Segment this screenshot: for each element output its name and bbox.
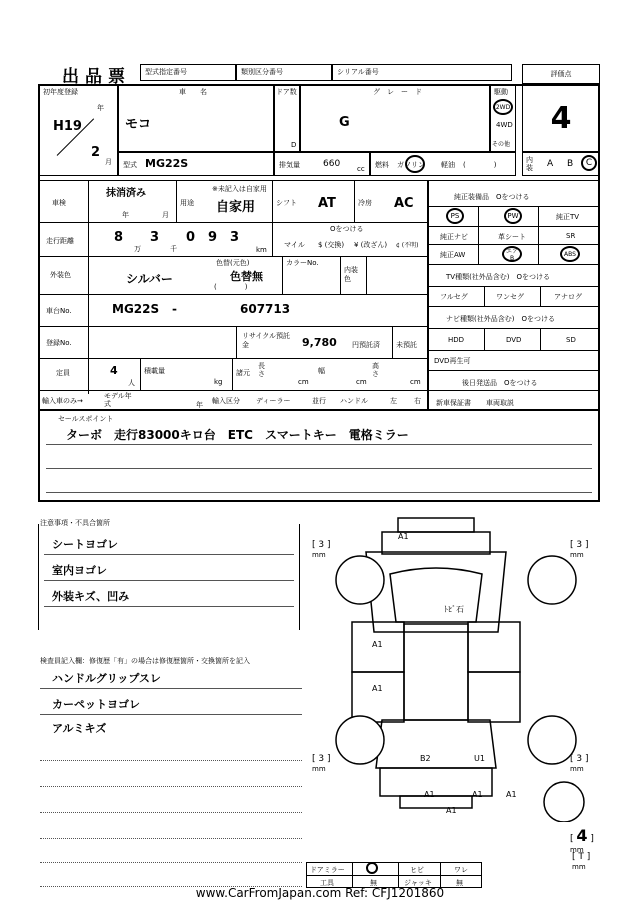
equip-navi: 純正ナビ [440, 233, 468, 241]
tv-one: ワンセグ [496, 293, 524, 301]
wheel-rear-left [336, 716, 384, 764]
tire-spare-label-unit: mm [572, 863, 586, 871]
roof-top-outline [398, 518, 474, 532]
color-change-label: 色替(元色) [216, 259, 250, 267]
mark-bottom: A1 [446, 806, 457, 815]
meter-unknown: ¢ (不明) [396, 242, 419, 249]
chassis-label: 車台No. [46, 307, 72, 315]
later-title: 後日発送品 Oをつける [462, 379, 538, 387]
shift-label: シフト [276, 199, 297, 207]
interior-label: 内装 [526, 156, 533, 172]
equip-leather: 革シート [498, 233, 526, 241]
reg-no-label: 登録No. [46, 339, 72, 347]
mark-bumper-2: A1 [472, 790, 483, 799]
width-label: 幅 [318, 367, 325, 375]
right-front-door-outline [468, 622, 520, 672]
capacity-value: 4 [110, 364, 118, 377]
color-no-label: カラーNo. [286, 259, 319, 267]
inspection-value: 抹消済み [106, 188, 146, 199]
wheel-front-left [336, 556, 384, 604]
mark-bumper-3: A1 [506, 790, 517, 799]
jack-label: ジャッキ [404, 879, 432, 887]
recycle-paid: 円預託済 [352, 341, 380, 349]
tire-fl-value: 3 [318, 540, 325, 550]
tv-analog: アナログ [554, 293, 582, 301]
model-year-label: モデル年式 [104, 392, 132, 408]
navi-title: ナビ種類(社外品含む) Oをつける [446, 315, 555, 323]
equip-airbag: エアB [502, 246, 522, 262]
note-item-2: 室内ヨゴレ [52, 564, 107, 577]
tv-full: フルセグ [440, 293, 468, 301]
dvd-label: DVD再生可 [434, 357, 471, 365]
reg-month: 2 [91, 145, 101, 160]
mark-left-door-rear: A1 [372, 684, 383, 693]
right-label: 右 [414, 397, 421, 405]
mark-bumper-1: A1 [424, 790, 435, 799]
right-rear-door-outline [468, 672, 520, 722]
displacement-cell [274, 152, 370, 176]
chassis-number: 607713 [240, 302, 291, 316]
grade-cell [300, 84, 490, 152]
wheel-rear-right [528, 716, 576, 764]
height-label: 高さ [372, 362, 379, 378]
jack-none: 無 [456, 879, 463, 887]
car-damage-diagram [326, 512, 589, 822]
exterior-label: 外装色 [50, 271, 71, 279]
chassis-prefix: MG22S [112, 302, 160, 316]
wheel-front-right [528, 556, 576, 604]
sales-point-label: セールスポイント [58, 415, 114, 423]
import-class-label: 輸入区分 [212, 397, 240, 405]
recycle-label: リサイクル預託金 [242, 332, 291, 349]
mark-windshield: ﾄﾋﾞ石 [444, 605, 464, 614]
fuel-label: 燃料 [375, 161, 389, 169]
rear-lower-outline [400, 796, 472, 808]
tire-spare-value: 4 [576, 826, 588, 845]
drive-cell [490, 84, 516, 152]
class-label: 類別区分番号 [241, 68, 283, 76]
interior-grade-cell [522, 152, 600, 176]
height-unit: cm [410, 378, 421, 386]
parallel-label: 並行 [312, 397, 326, 405]
equip-pw: PW [504, 208, 522, 224]
exterior-value: シルバー [126, 272, 173, 286]
inspector-item-2: カーペットヨゴレ [52, 698, 140, 711]
tv-title: TV種類(社外品含む) Oをつける [446, 273, 551, 281]
tire-fl-unit: mm [312, 551, 326, 559]
tire-rear-right: [ 3 ] mm [570, 754, 589, 773]
dealer-label: ディーラー [256, 397, 291, 405]
grade-value: G [339, 115, 350, 130]
year-suffix: 年 [97, 104, 104, 112]
page-title: 出品票 [62, 67, 131, 87]
inspector-item-3: アルミキズ [52, 722, 107, 735]
drive-4wd: 4WD [496, 121, 513, 129]
model-year-unit: 年 [196, 401, 203, 409]
load-label: 積載量 [144, 367, 165, 375]
tire-rr-value: 3 [576, 754, 583, 764]
note-item-3: 外装キズ、凹み [52, 590, 130, 603]
fuel-gasoline: ガソリン [397, 161, 425, 169]
model-type: MG22S [145, 157, 189, 170]
inspection-year: 年 [122, 211, 129, 219]
interior-grade-a: A [547, 159, 554, 169]
mark-left-door-front: A1 [372, 640, 383, 649]
inspection-month: 月 [162, 211, 169, 219]
inspector-item-1: ハンドルグリップスレ [52, 672, 161, 685]
mileage-man: 万 [134, 245, 141, 253]
mileage-digit-4: 9 [208, 230, 218, 245]
tire-fr-value: 3 [576, 540, 583, 550]
navi-hdd: HDD [448, 336, 465, 344]
cc-unit: cc [357, 165, 365, 173]
first-reg-label: 初年度登録 [43, 88, 78, 96]
model-code-label: 型式指定番号 [145, 68, 187, 76]
tire-rear-left: [ 3 ] mm [312, 754, 331, 773]
spare-wheel [544, 782, 584, 822]
interior-color-label: 内装色 [344, 266, 358, 283]
length-unit: cm [298, 378, 309, 386]
score-value: 4 [550, 100, 572, 136]
crack-label: ヒビ [410, 866, 424, 874]
ac-label: 冷房 [358, 199, 372, 207]
car-name-label: 車 名 [179, 88, 207, 96]
meter-circle-note: Oをつける [330, 225, 364, 233]
left-label: 左 [390, 397, 397, 405]
footer-watermark: www.CarFromJapan.com Ref: CFJ1201860 [195, 886, 445, 900]
usage-value: 自家用 [216, 200, 256, 215]
load-unit: kg [214, 378, 223, 386]
fuel-paren: ( ) [463, 161, 497, 169]
month-suffix: 月 [105, 158, 112, 166]
inspection-label: 車検 [52, 199, 66, 207]
sales-point-text: ターボ 走行83000キロ台 ETC スマートキー 電格ミラー [66, 428, 409, 442]
mark-top: A1 [398, 532, 409, 541]
drive-label: 駆動 [494, 88, 508, 96]
width-unit: cm [356, 378, 367, 386]
tools-none: 無 [370, 879, 377, 887]
mileage-digit-1: 8 [114, 230, 124, 245]
equip-sr: SR [566, 232, 576, 240]
roof-outline [404, 624, 468, 720]
inspector-label: 検査員記入欄：修復歴「有」の場合は修復歴箇所・交換箇所を記入 [40, 657, 250, 665]
model-type-label: 型式 [123, 161, 137, 169]
usage-note: ※未記入は自家用 [212, 185, 267, 193]
mileage-sen: 千 [170, 245, 177, 253]
doors-cell [274, 84, 300, 152]
model-type-cell [118, 152, 274, 176]
reg-year: H19 [53, 119, 82, 134]
tire-spare-unit: mm [570, 846, 584, 854]
door-unit: D [291, 141, 297, 149]
grade-label: グ レ ー ド [373, 88, 422, 96]
first-registration-cell [38, 84, 118, 176]
capacity-unit: 人 [128, 379, 135, 387]
tire-spare: [ 4 ] mm [570, 826, 594, 854]
notes-label: 注意事項・不具合箇所 [40, 519, 110, 527]
equipment-title: 純正装備品 Oをつける [454, 193, 530, 201]
mileage-digit-5: 3 [230, 230, 240, 245]
fuel-cell [370, 152, 516, 176]
tire-spare-label: [ T ] mm [572, 852, 591, 871]
tire-rr-unit: mm [570, 765, 584, 773]
interior-grade-c: C [581, 155, 597, 171]
mileage-digit-3: 0 [186, 230, 196, 245]
tools-label: 工具 [320, 879, 334, 887]
doors-label: ドア数 [276, 88, 297, 96]
tire-front-right: [ 3 ] mm [570, 540, 589, 559]
door-mirror-label: ドアミラー [310, 866, 345, 874]
fuel-diesel: 軽油 [441, 161, 455, 169]
tire-rl-unit: mm [312, 765, 326, 773]
navi-dvd: DVD [506, 336, 522, 344]
hood-outline [366, 552, 506, 632]
recycle-value: 9,780 [302, 336, 337, 349]
sales-point-block [38, 410, 600, 502]
usage-label: 用途 [180, 199, 194, 207]
tire-front-left: [ 3 ] mm [312, 540, 331, 559]
equip-tv: 純正TV [556, 213, 580, 221]
score-cell [522, 84, 600, 152]
equip-aw: 純正AW [440, 251, 466, 259]
door-mirror-circle [366, 862, 378, 874]
windshield-outline [390, 568, 482, 622]
displacement-value: 660 [323, 159, 341, 169]
meter-swap: $ (交換) [318, 241, 345, 249]
car-name-cell [118, 84, 274, 152]
drive-other: その他 [492, 141, 511, 148]
car-name: モコ [125, 117, 152, 132]
navi-sd: SD [566, 336, 576, 344]
mileage-label: 走行距離 [46, 237, 74, 245]
recycle-unpaid: 未預託 [396, 341, 417, 349]
left-rear-door-outline [352, 672, 404, 722]
drive-2wd: 2WD [493, 99, 513, 115]
interior-grade-b: B [567, 159, 574, 169]
meter-mod: ¥ (改ざん) [354, 241, 388, 249]
import-label: 輸入車のみ→ [42, 397, 83, 405]
tire-spare-label-value: T [578, 852, 584, 862]
handle-label: ハンドル [340, 397, 368, 405]
note-item-1: シートヨゴレ [52, 538, 118, 551]
later-warranty: 新車保証書 [436, 399, 471, 407]
shift-value: AT [318, 196, 336, 211]
color-change-value: 色替無 [230, 270, 263, 283]
tire-fr-unit: mm [570, 551, 584, 559]
displacement-label: 排気量 [279, 161, 300, 169]
serial-label: シリアル番号 [337, 68, 379, 76]
color-change-paren: ( ) [214, 283, 248, 291]
grade-score-label: 評価点 [550, 70, 572, 78]
meter-label: マイル [284, 241, 305, 249]
wre-label: ワレ [454, 866, 468, 874]
later-manual: 車両取説 [486, 399, 514, 407]
length-label: 長さ [258, 362, 265, 378]
chassis-dash: - [172, 302, 177, 316]
tire-rl-value: 3 [318, 754, 325, 764]
equip-ps: PS [446, 208, 464, 224]
equip-abs: ABS [560, 246, 580, 262]
ac-value: AC [394, 196, 414, 211]
capacity-label: 定員 [56, 369, 70, 377]
fuel-circle [405, 155, 425, 173]
mileage-km: km [256, 246, 267, 254]
dims-label: 諸元 [236, 369, 250, 377]
mark-rear-u1: U1 [474, 754, 485, 763]
mark-rear-b2: B2 [420, 754, 431, 763]
mileage-digit-2: 3 [150, 230, 160, 245]
